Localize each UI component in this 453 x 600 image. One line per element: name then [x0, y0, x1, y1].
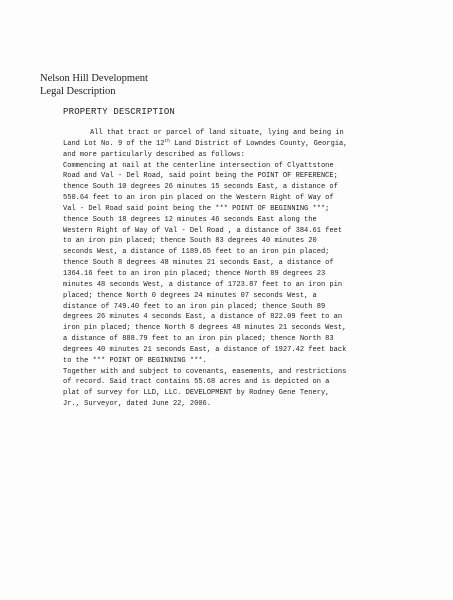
property-description-body	[63, 128, 403, 410]
description-line: to the *** POINT OF BEGINNING ***.	[63, 356, 207, 365]
description-line: degrees 40 minutes 21 seconds East, a distance of 1927.42 feet back	[63, 345, 347, 354]
description-line: placed; thence North 0 degrees 24 minutes 07 seconds West, a	[63, 291, 317, 300]
description-line: a distance of 888.79 feet to an iron pin placed; thence North 83	[63, 335, 334, 344]
description-line: Road and Val - Del Road, said point being the POINT OF REFERENCE;	[63, 172, 338, 181]
description-line: minutes 48 seconds West, a distance of 1723.87 feet to an iron pin	[63, 280, 343, 289]
description-line: Val - Del Road said point being the *** POINT OF BEGINNING ***;	[63, 204, 330, 213]
ordinal-suffix: th	[164, 138, 170, 144]
description-line: iron pin placed; thence North 8 degrees 48 minutes 21 seconds West,	[63, 324, 347, 333]
description-line: thence South 8 degrees 48 minutes 21 seconds East, a distance of	[63, 259, 334, 268]
description-line: to an iron pin placed; thence South 83 degrees 40 minutes 20	[63, 237, 317, 246]
line-text: Land District of Lowndes County, Georgia,	[169, 139, 348, 148]
description-line: 550.64 feet to an iron pin placed on the Western Right of Way of	[63, 194, 334, 203]
document-header	[40, 72, 148, 98]
description-line: of record. Said tract contains 55.68 acres and is depicted on a	[63, 378, 330, 387]
description-line: Jr., Surveyor, dated June 22, 2006.	[63, 400, 212, 409]
description-line: Together with and subject to covenants, easements, and restrictions	[63, 367, 347, 376]
description-line: 1364.16 feet to an iron pin placed; thence North 89 degrees 23	[63, 269, 326, 278]
document-title: Nelson Hill Development	[40, 73, 148, 84]
description-line: distance of 749.40 feet to an iron pin placed; thence South 89	[63, 302, 326, 311]
document-subtitle: Legal Description	[40, 86, 116, 97]
description-line: plat of survey for LLD, LLC. DEVELOPMENT by Rodney Gene Tenery,	[63, 389, 330, 398]
description-line: All that tract or parcel of land situate, lying and being in	[90, 129, 344, 137]
description-line: thence South 18 degrees 12 minutes 46 seconds East along the	[63, 215, 317, 224]
description-line	[63, 139, 403, 150]
description-line: Western Right of Way of Val - Del Road , a distance of 384.61 feet	[63, 226, 343, 235]
line-text: Land Lot No. 9 of the 12	[63, 139, 165, 148]
description-line: seconds West, a distance of 1189.65 feet to an iron pin placed;	[63, 248, 330, 257]
description-line: and more particularly described as follows:	[63, 150, 245, 159]
description-line: Commencing at nail at the centerline intersection of Clyattstone	[63, 161, 334, 170]
description-line: degrees 26 minutes 4 seconds East, a distance of 822.09 feet to an	[63, 313, 343, 322]
section-heading: PROPERTY DESCRIPTION	[63, 107, 176, 117]
description-line: thence South 10 degrees 26 minutes 15 seconds East, a distance of	[63, 183, 338, 192]
